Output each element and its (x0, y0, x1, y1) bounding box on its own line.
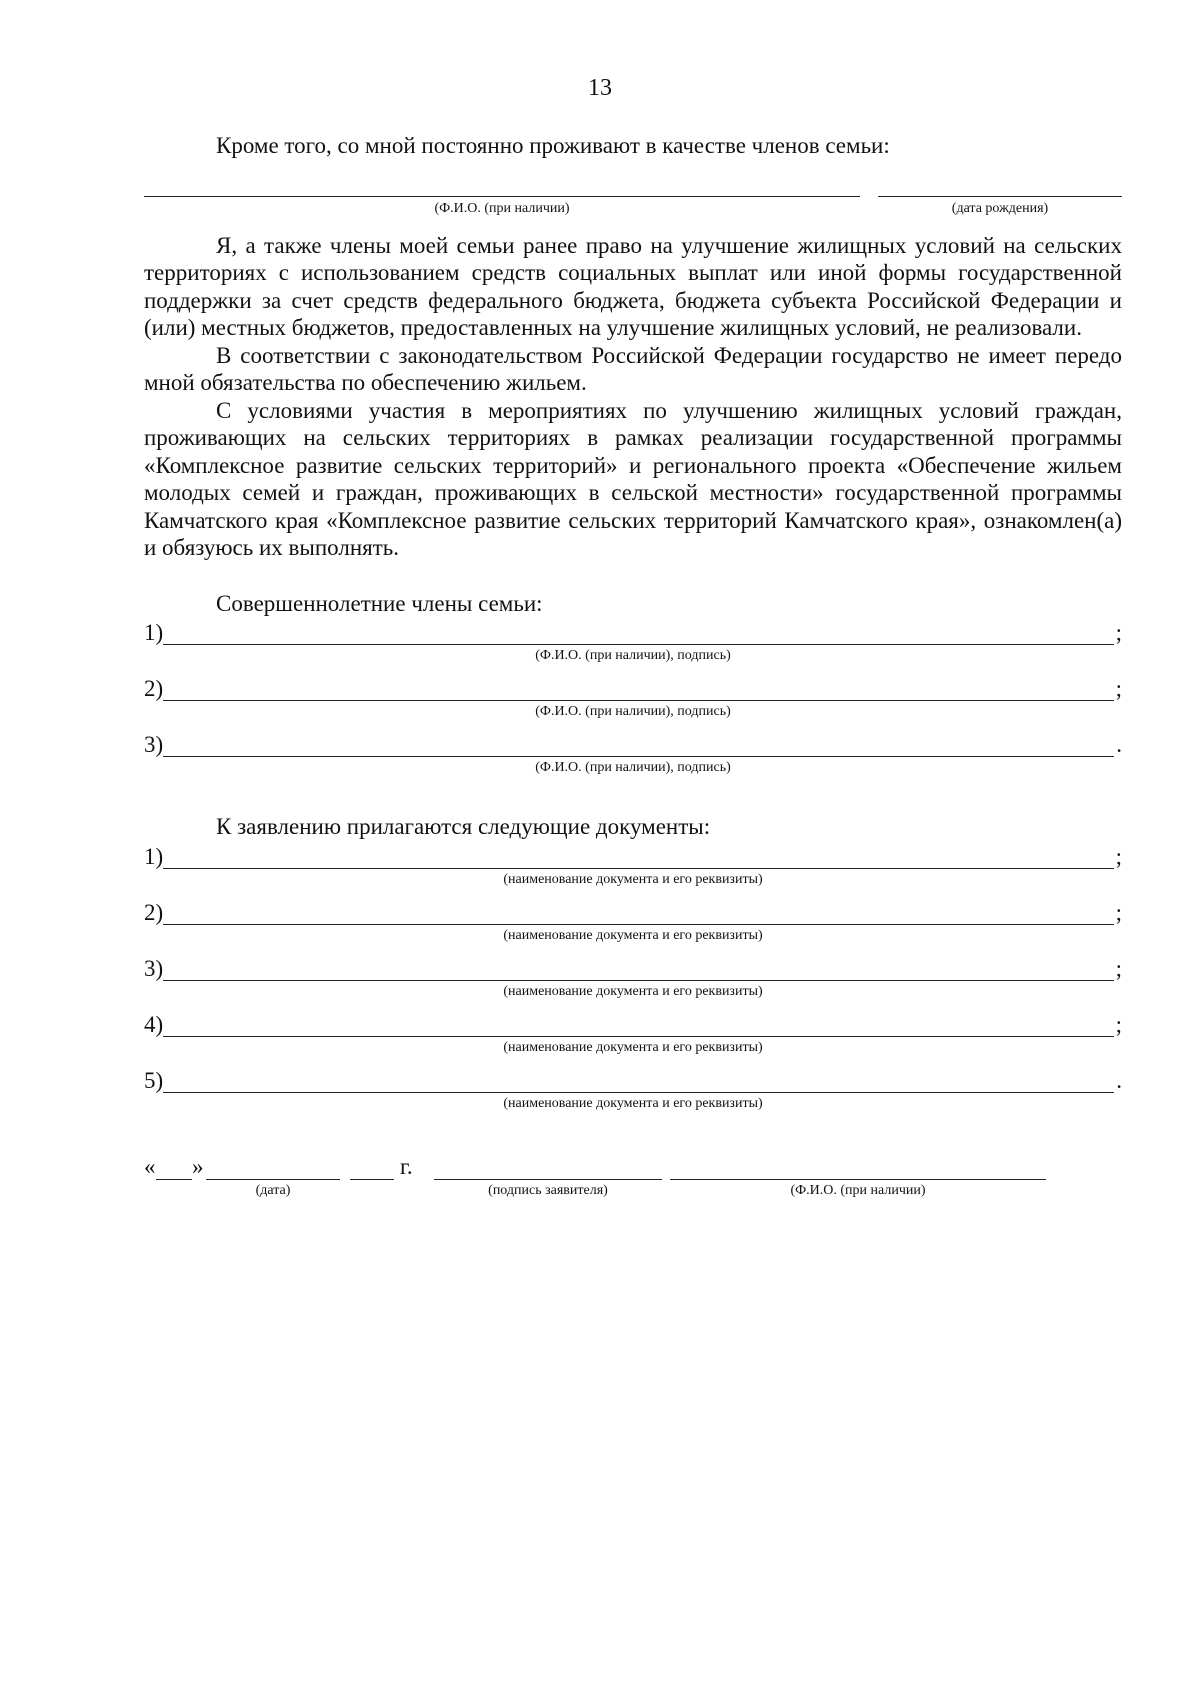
date-close-quote: » (192, 1153, 204, 1179)
item-number: 2) (144, 899, 164, 925)
date-caption: (дата) (255, 1182, 291, 1198)
adult-member-item-2 (144, 675, 1122, 731)
document-2-field[interactable] (163, 924, 1114, 925)
item-number: 1) (144, 843, 164, 869)
documents-heading: К заявлению прилагаются следующие документы: (216, 814, 711, 839)
family-dob-field[interactable] (878, 196, 1122, 197)
paragraph-conditions: С условиями участия в мероприятиях по улучшению жилищных условий граждан, проживающих на сельских территориях в рамках реализации государственной программы «Комплексное развитие сельских территорий» и регионального проекта «Обеспечение жильем молодых семей и граждан, проживающих в сельской местности» государственной программы Камчатского края «Комплексное развитие сельских территорий Камчатского края», ознакомлен(а) и обязуюсь их выполнять. (144, 397, 1122, 560)
adult-member-1-field[interactable] (163, 644, 1114, 645)
item-caption: (Ф.И.О. (при наличии), подпись) (535, 704, 731, 719)
item-end-punct: ; (1115, 843, 1122, 869)
fio-caption: (Ф.И.О. (при наличии) (790, 1182, 926, 1198)
document-body (144, 132, 1122, 1203)
signature-caption: (подпись заявителя) (488, 1182, 608, 1198)
signature-row (144, 1153, 1122, 1203)
applicant-fio-field[interactable] (670, 1179, 1046, 1180)
document-item-2 (144, 899, 1122, 955)
adult-member-2-field[interactable] (163, 700, 1114, 701)
date-year-field[interactable] (350, 1179, 394, 1180)
document-item-3 (144, 955, 1122, 1011)
adult-member-3-field[interactable] (163, 756, 1114, 757)
applicant-signature-field[interactable] (434, 1179, 662, 1180)
intro-line: Кроме того, со мной постоянно проживают в качестве членов семьи: (216, 133, 890, 158)
family-dob-caption: (дата рождения) (951, 200, 1049, 216)
item-number: 1) (144, 620, 164, 645)
document-item-5 (144, 1067, 1122, 1123)
item-end-punct: . (1116, 732, 1122, 757)
item-caption: (наименование документа и его реквизиты) (503, 1095, 763, 1111)
date-month-field[interactable] (206, 1179, 340, 1180)
item-number: 3) (144, 955, 164, 981)
item-number: 3) (144, 732, 164, 757)
paragraph-rights: Я, а также члены моей семьи ранее право на улучшение жилищных условий на сельских территориях с использованием средств социальных выплат или иной формы государственной поддержки за счет средств федерального бюджета, бюджета субъекта Российской Федерации и (или) местных бюджетов, предоставленных на улучшение жилищных условий, не реализовали. (144, 232, 1122, 340)
family-fio-caption: (Ф.И.О. (при наличии) (434, 200, 570, 216)
adult-member-item-1 (144, 619, 1122, 675)
item-end-punct: ; (1115, 676, 1122, 701)
document-4-field[interactable] (163, 1036, 1114, 1037)
date-open-quote: « (144, 1153, 156, 1179)
document-5-field[interactable] (163, 1092, 1114, 1093)
document-1-field[interactable] (163, 868, 1114, 869)
item-number: 4) (144, 1011, 164, 1037)
item-end-punct: . (1116, 1067, 1122, 1093)
item-end-punct: ; (1115, 620, 1122, 645)
item-caption: (Ф.И.О. (при наличии), подпись) (535, 760, 731, 775)
document-3-field[interactable] (163, 980, 1114, 981)
document-item-1 (144, 843, 1122, 899)
adult-members-heading: Совершеннолетние члены семьи: (216, 590, 543, 616)
item-number: 2) (144, 676, 164, 701)
item-number: 5) (144, 1067, 164, 1093)
family-fio-field[interactable] (144, 196, 860, 197)
document-item-4 (144, 1011, 1122, 1067)
item-caption: (Ф.И.О. (при наличии), подпись) (535, 648, 731, 663)
item-caption: (наименование документа и его реквизиты) (503, 871, 763, 887)
date-day-field[interactable] (156, 1179, 192, 1180)
family-member-row (144, 174, 1122, 232)
item-end-punct: ; (1115, 955, 1122, 981)
item-end-punct: ; (1115, 1011, 1122, 1037)
item-caption: (наименование документа и его реквизиты) (503, 927, 763, 943)
paragraph-obligations: В соответствии с законодательством Российской Федерации государство не имеет передо мной обязательства по обеспечению жильем. (144, 342, 1122, 395)
adult-member-item-3 (144, 731, 1122, 787)
item-caption: (наименование документа и его реквизиты) (503, 1039, 763, 1055)
page-number: 13 (588, 75, 612, 101)
item-end-punct: ; (1115, 899, 1122, 925)
item-caption: (наименование документа и его реквизиты) (503, 983, 763, 999)
year-suffix: г. (400, 1153, 413, 1179)
